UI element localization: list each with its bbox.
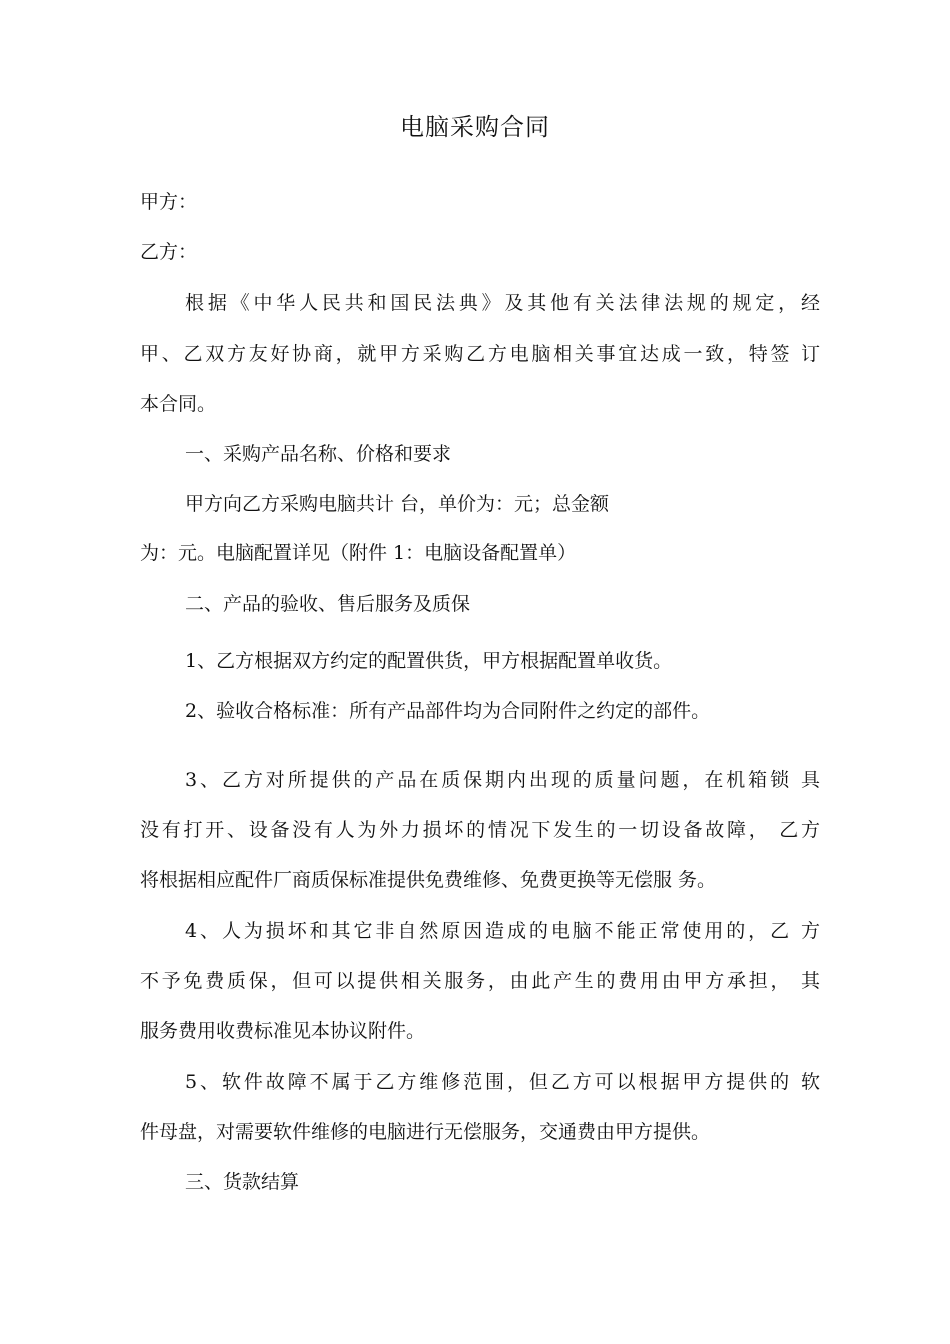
intro-line-1: 根据《中华人民共和国民法典》及其他有关法律法规的规定，经	[185, 292, 820, 314]
section-2-item-4-line-2: 不予免费质保，但可以提供相关服务，由此产生的费用由甲方承担， 其	[140, 970, 820, 992]
section-2-item-2: 2、验收合格标准：所有产品部件均为合同附件之约定的部件。	[185, 700, 711, 722]
section-2-item-3-line-3: 将根据相应配件厂商质保标准提供免费维修、免费更换等无偿服 务。	[140, 869, 717, 891]
section-2-heading: 二、产品的验收、售后服务及质保	[185, 593, 471, 615]
intro-line-3: 本合同。	[140, 393, 217, 415]
section-1-heading: 一、采购产品名称、价格和要求	[185, 443, 452, 465]
section-1-line-1: 甲方向乙方采购电脑共计 台，单价为：元；总金额	[185, 493, 610, 515]
section-2-item-5-line-2: 件母盘，对需要软件维修的电脑进行无偿服务，交通费由甲方提供。	[140, 1121, 711, 1143]
section-1-line-2: 为：元。电脑配置详见（附件 1：电脑设备配置单）	[140, 542, 577, 564]
intro-line-2: 甲、乙双方友好协商，就甲方采购乙方电脑相关事宜达成一致，特签 订	[140, 343, 820, 365]
section-2-item-1: 1、乙方根据双方约定的配置供货，甲方根据配置单收货。	[185, 650, 673, 672]
document-title: 电脑采购合同	[400, 113, 550, 141]
section-2-item-3-line-2: 没有打开、设备没有人为外力损坏的情况下发生的一切设备故障， 乙方	[140, 819, 820, 841]
party-b-label: 乙方：	[140, 241, 198, 263]
section-3-heading: 三、货款结算	[185, 1171, 300, 1193]
party-a-label: 甲方：	[140, 191, 198, 213]
section-2-item-4-line-3: 服务费用收费标准见本协议附件。	[140, 1020, 426, 1042]
section-2-item-4-line-1: 4、人为损坏和其它非自然原因造成的电脑不能正常使用的，乙 方	[185, 920, 820, 942]
section-2-item-3-line-1: 3、乙方对所提供的产品在质保期内出现的质量问题，在机箱锁 具	[185, 769, 820, 791]
section-2-item-5-line-1: 5、软件故障不属于乙方维修范围，但乙方可以根据甲方提供的 软	[185, 1071, 820, 1093]
